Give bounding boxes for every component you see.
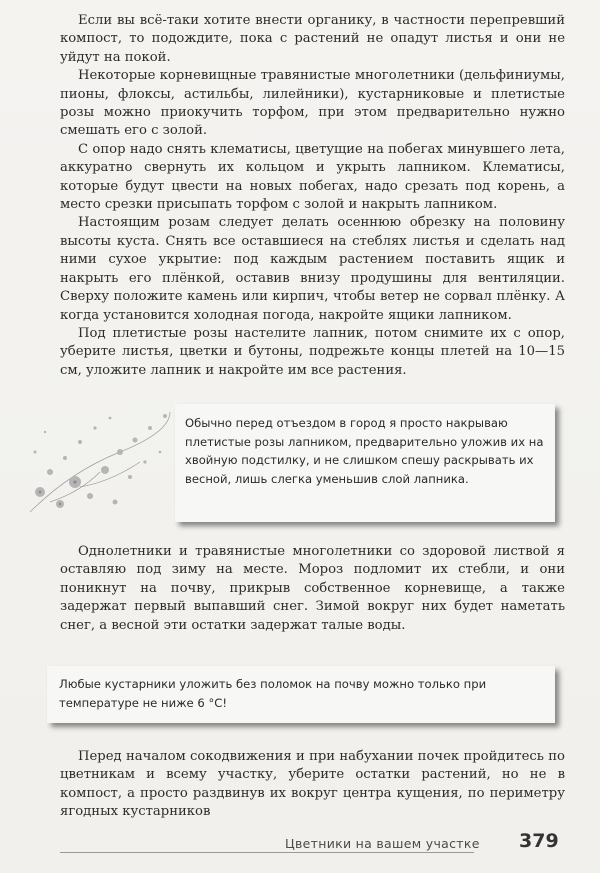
warning-text: Любые кустарники уложить без поломок на почву можно только при температуре не ниже 6 °С!	[59, 677, 487, 710]
paragraph: Настоящим розам следует делать осеннюю обрезку на половину высоты куста. Снять все оставшиеся на стеблях листья и сделать над ними сухое укрытие: под каждым растением поставить ящик и накрыть его плёнкой, оставив внизу продушины для вентиляции. Сверху положите камень или кирпич, чтобы ветер не сорвал плёнку. А когда установится холодная погода, накройте ящики лапником.	[60, 215, 565, 323]
warning-box	[47, 666, 555, 723]
paragraph: Под плетистые розы настелите лапник, потом снимите их с опор, уберите листья, цветки и бутоны, подрежьте концы плетей на 10—15 см, уложите лапник и накройте им все растения.	[60, 325, 565, 378]
paragraph: Если вы всё-таки хотите внести органику, в частности перепревший компост, то подождите, пока с растений не опадут листья и они не уйдут на покой.	[60, 13, 565, 65]
footer-rule	[60, 852, 474, 853]
paragraph: Перед началом сокодвижения и при набухании почек пройдитесь по цветникам и всему участку, уберите остатки растений, но не в компост, а просто раздвинув их вокруг центра кущения, по периметру ягодных кустарников	[60, 749, 565, 820]
flower-sprig-illustration	[20, 392, 180, 532]
body-text-top	[60, 12, 565, 380]
page-footer	[0, 830, 600, 860]
section-title: Цветники на вашем участке	[285, 836, 480, 851]
body-text-bottom	[60, 748, 565, 822]
paragraph: Однолетники и травянистые многолетники со здоровой листвой я оставляю под зиму на месте. Мороз подломит их стебли, и они поникнут на почву, прикрыв собственное корневище, а также задержат первый выпавший снег. Зимой вокруг них будет наметать снег, а весной эти остатки задержат талые воды.	[60, 544, 565, 633]
tip-box	[175, 404, 555, 522]
tip-text: Обычно перед отъездом в город я просто накрываю плетистые розы лапником, предварительно уложив их на хвойную подстилку, и не слишком спешу раскрывать их весной, лишь слегка уменьшив слой лапника.	[185, 416, 544, 486]
paragraph: С опор надо снять клематисы, цветущие на побегах минувшего лета, аккуратно свернуть их кольцом и укрыть лапником. Клематисы, которые будут цвести на новых побегах, надо срезать под корень, а место срезки присыпать торфом с золой и накрыть лапником.	[60, 141, 565, 213]
paragraph: Некоторые корневищные травянистые многолетники (дельфиниумы, пионы, флоксы, астильбы, лилейники), кустарниковые и плетистые розы можно приокучить торфом, при этом предварительно нужно смешать его с золой.	[60, 68, 565, 139]
page-number: 379	[519, 830, 559, 852]
body-text-middle	[60, 543, 565, 635]
